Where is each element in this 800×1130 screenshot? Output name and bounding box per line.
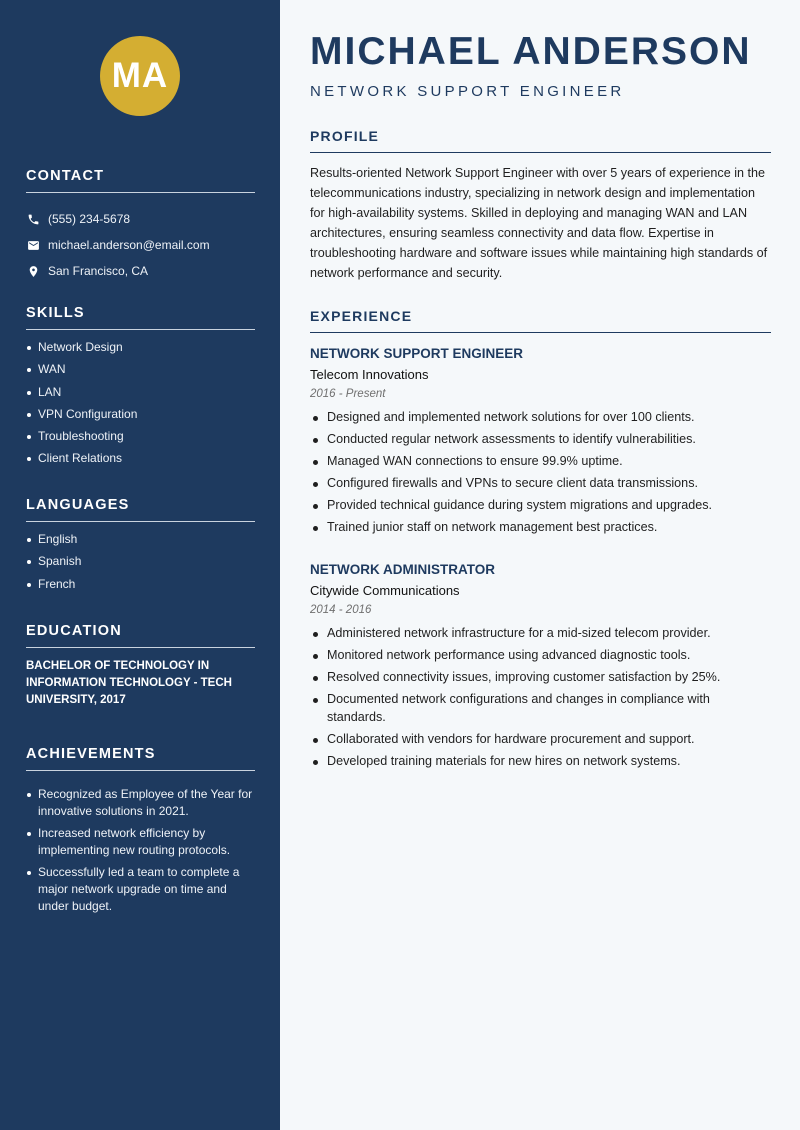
experience-heading: EXPERIENCE (310, 308, 771, 333)
email-icon (26, 238, 40, 252)
job-title: NETWORK SUPPORT ENGINEER (310, 346, 524, 361)
achievement-item: Increased network efficiency by implementing new routing protocols. (26, 825, 255, 859)
job-bullet: Provided technical guidance during system migrations and upgrades. (310, 497, 771, 515)
contact-section (26, 168, 255, 278)
skills-list (26, 340, 255, 466)
languages-heading: LANGUAGES (26, 497, 255, 522)
phone-icon (26, 212, 40, 226)
location-text: San Francisco, CA (48, 264, 149, 278)
skill-item: WAN (26, 362, 255, 377)
skill-item: LAN (26, 385, 255, 400)
candidate-name: MICHAEL ANDERSON (310, 30, 752, 73)
language-item: Spanish (26, 554, 255, 569)
location-pin-icon (26, 264, 40, 278)
skill-item: Client Relations (26, 451, 255, 466)
languages-list (26, 532, 255, 592)
achievements-list (26, 786, 255, 915)
candidate-role: NETWORK SUPPORT ENGINEER (310, 83, 625, 100)
job-bullet: Developed training materials for new hires on network systems. (310, 753, 771, 771)
languages-section (26, 497, 255, 599)
job-title: NETWORK ADMINISTRATOR (310, 562, 495, 577)
job-bullet: Documented network configurations and changes in compliance with standards. (310, 691, 771, 726)
job-bullet: Collaborated with vendors for hardware procurement and support. (310, 731, 771, 749)
job-bullet: Managed WAN connections to ensure 99.9% uptime. (310, 453, 771, 471)
job-bullets (310, 409, 771, 537)
achievements-heading: ACHIEVEMENTS (26, 746, 255, 771)
contact-heading: CONTACT (26, 168, 255, 193)
job-dates: 2014 - 2016 (310, 604, 372, 616)
job-bullet: Conducted regular network assessments to identify vulnerabilities. (310, 431, 771, 449)
skill-item: VPN Configuration (26, 407, 255, 422)
job-dates: 2016 - Present (310, 388, 386, 400)
contact-phone (26, 212, 255, 226)
skills-section (26, 305, 255, 474)
language-item: French (26, 577, 255, 592)
job-company: Telecom Innovations (310, 367, 429, 382)
contact-email (26, 238, 255, 252)
job-bullets (310, 625, 771, 770)
job-bullet: Administered network infrastructure for a mid-sized telecom provider. (310, 625, 771, 643)
skills-heading: SKILLS (26, 305, 255, 330)
job-entry (310, 346, 771, 542)
education-section (26, 623, 255, 709)
job-bullet: Resolved connectivity issues, improving customer satisfaction by 25%. (310, 669, 771, 687)
achievement-item: Recognized as Employee of the Year for innovative solutions in 2021. (26, 786, 255, 820)
job-bullet: Monitored network performance using advanced diagnostic tools. (310, 647, 771, 665)
education-entry: BACHELOR OF TECHNOLOGY IN INFORMATION TECHNOLOGY - TECH UNIVERSITY, 2017 (26, 660, 232, 706)
avatar (100, 36, 180, 116)
job-bullet: Trained junior staff on network management best practices. (310, 519, 771, 537)
contact-location (26, 264, 255, 278)
sidebar (0, 0, 280, 1130)
job-bullet: Configured firewalls and VPNs to secure client data transmissions. (310, 475, 771, 493)
email-text: michael.anderson@email.com (48, 238, 210, 252)
language-item: English (26, 532, 255, 547)
skill-item: Network Design (26, 340, 255, 355)
profile-summary: Results-oriented Network Support Engineer with over 5 years of experience in the telecommunications industry, specializing in network design and implementation for high-availability systems. Skilled in deploying and managing WAN and LAN architectures, ensuring seamless connectivity and data flow. Expertise in troubleshooting hardware and software issues while maintaining high standards of network performance and security. (310, 166, 768, 280)
avatar-initials: MA (111, 56, 169, 95)
achievement-item: Successfully led a team to complete a major network upgrade on time and under budget. (26, 864, 255, 915)
achievements-section (26, 746, 255, 920)
profile-heading: PROFILE (310, 128, 771, 153)
skill-item: Troubleshooting (26, 429, 255, 444)
phone-text: (555) 234-5678 (48, 212, 131, 226)
education-heading: EDUCATION (26, 623, 255, 648)
job-bullet: Designed and implemented network solutions for over 100 clients. (310, 409, 771, 427)
job-entry (310, 562, 771, 775)
job-company: Citywide Communications (310, 583, 460, 598)
